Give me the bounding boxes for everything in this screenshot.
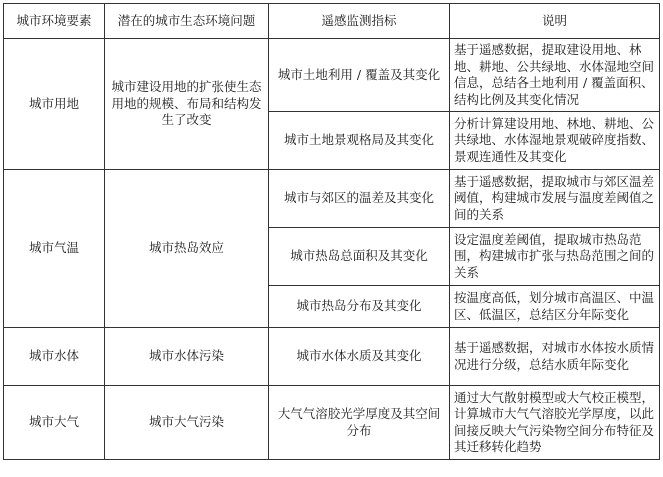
problem-cell: 城市建设用地的扩张使生态用地的规模、布局和结构发生了改变 [105,39,269,170]
problem-cell: 城市水体污染 [105,328,269,386]
note-cell: 基于遥感数据，对城市水体按水质情况进行分级，总结水质年际变化 [450,328,660,386]
element-cell: 城市气温 [4,170,105,328]
element-cell: 城市水体 [4,328,105,386]
table-row [4,386,660,460]
table-row [4,39,660,112]
problem-cell: 城市热岛效应 [105,170,269,328]
indicator-cell: 城市热岛总面积及其变化 [269,228,450,286]
header-element: 城市环境要素 [4,4,105,39]
note-cell: 通过大气散射模型或大气校正模型，计算城市大气气溶胶光学厚度，以此间接反映大气污染物空间分布特征及其迁移转化趋势 [450,386,660,460]
element-cell: 城市大气 [4,386,105,460]
table-row [4,170,660,228]
header-row [4,4,660,39]
element-cell: 城市用地 [4,39,105,170]
table-row [4,328,660,386]
note-cell: 设定温度差阈值，提取城市热岛范围，构建城市扩张与热岛范围之间的关系 [450,228,660,286]
indicator-cell: 城市土地景观格局及其变化 [269,112,450,170]
note-cell: 按温度高低，划分城市高温区、中温区、低温区，总结区分年际变化 [450,286,660,328]
problem-cell: 城市大气污染 [105,386,269,460]
header-note: 说明 [450,4,660,39]
monitoring-table [3,3,660,460]
header-problem: 潜在的城市生态环境问题 [105,4,269,39]
indicator-cell: 城市土地利用 / 覆盖及其变化 [269,39,450,112]
note-cell: 基于遥感数据，提取建设用地、林地、耕地、公共绿地、水体湿地空间信息，总结各土地利用 / 覆盖面积、结构比例及其变化情况 [450,39,660,112]
indicator-cell: 大气气溶胶光学厚度及其空间分布 [269,386,450,460]
header-indicator: 遥感监测指标 [269,4,450,39]
note-cell: 基于遥感数据，提取城市与郊区温差阈值，构建城市发展与温度差阈值之间的关系 [450,170,660,228]
indicator-cell: 城市热岛分布及其变化 [269,286,450,328]
note-cell: 分析计算建设用地、林地、耕地、公共绿地、水体湿地景观破碎度指数、景观连通性及其变化 [450,112,660,170]
indicator-cell: 城市水体水质及其变化 [269,328,450,386]
indicator-cell: 城市与郊区的温差及其变化 [269,170,450,228]
